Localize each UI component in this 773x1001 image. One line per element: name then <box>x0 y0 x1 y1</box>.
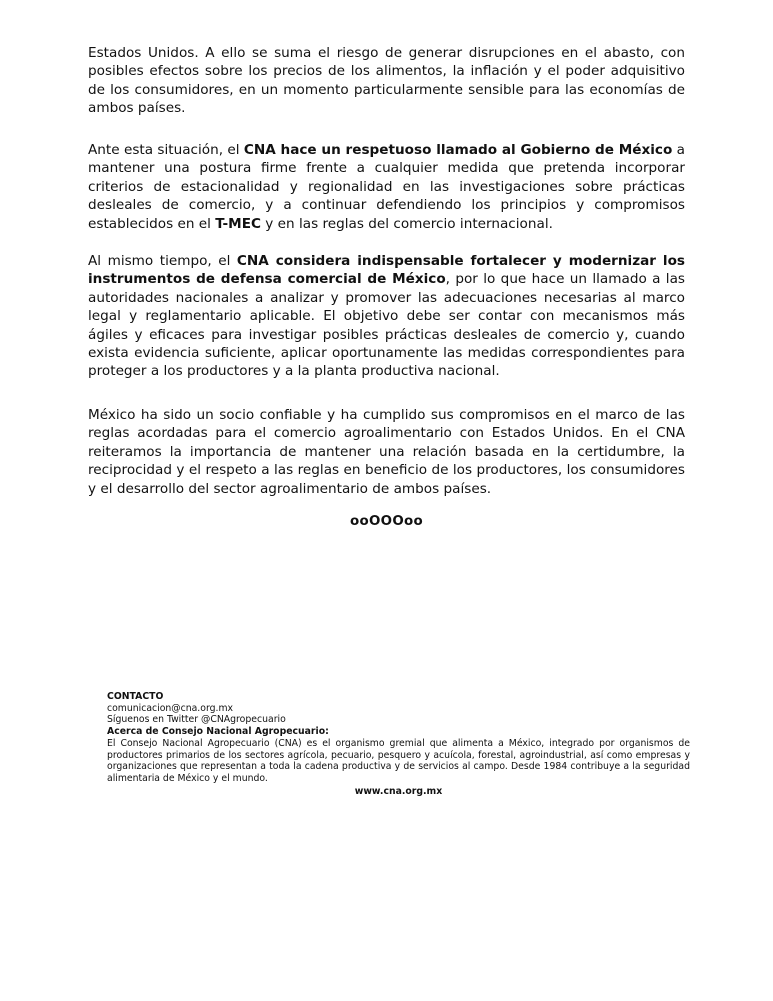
bold-text: CNA hace un respetuoso llamado al Gobierno de México <box>243 142 673 158</box>
text-segment: México ha sido un socio confiable y ha cumplido sus compromisos en el marco de las reglas acordadas para el comercio agroalimentario con Estados Unidos. En el CNA reiteramos la importancia de mantener una relación basada en la certidumbre, la reciprocidad y el respeto a las reglas en beneficio de los productores, los consumidores y el desarrollo del sector agroalimentario de ambos países. <box>88 407 685 497</box>
text-segment: Estados Unidos. A ello se suma el riesgo de generar disrupciones en el abasto, con posibles efectos sobre los precios de los alimentos, la inflación y el poder adquisitivo de los consumidores, en un momento particularmente sensible para las economías de ambos países. <box>88 45 685 117</box>
website-url: www.cna.org.mx <box>354 785 443 797</box>
paragraph-2 <box>88 141 685 233</box>
bold-text: T-MEC <box>215 215 261 232</box>
contact-heading: CONTACTO <box>107 691 164 702</box>
text-segment: y en las reglas del comercio internacional. <box>260 215 553 232</box>
text-segment: Ante esta situación, el <box>88 142 244 158</box>
text-segment: a mantener una postura firme frente a cualquier medida que pretenda incorporar criterios de estacionalidad y regionalidad en las investigaciones sobre prácticas desleales de comercio, y a continuar defendiendo los principios y compromisos establecidos en el <box>88 142 685 232</box>
bold-text: CNA considera indispensable fortalecer y modernizar los instrumentos de defensa comercial de México <box>88 253 686 288</box>
text-segment: Al mismo tiempo, el <box>88 253 237 269</box>
twitter-handle: Síguenos en Twitter @CNAgropecuario <box>107 714 286 726</box>
paragraph-1 <box>88 44 685 118</box>
about-heading: Acerca de Consejo Nacional Agropecuario: <box>107 726 329 738</box>
paragraph-4 <box>88 406 685 498</box>
text-segment: , por lo que hace un llamado a las autoridades nacionales a analizar y promover las adecuaciones necesarias al marco legal y reglamentario aplicable. El objetivo debe ser contar con mecanismos más ágiles y eficaces para investigar posibles prácticas desleales de comercio y, cuando exista evidencia suficiente, aplicar oportunamente las medidas correspondientes para proteger a los productores y a la planta productiva nacional. <box>88 271 686 380</box>
about-text: El Consejo Nacional Agropecuario (CNA) es el organismo gremial que alimenta a México, integrado por organismos de productores primarios de los sectores agrícola, pecuario, pesquero y acuícola, forestal, agroindustrial, así como empresas y organizaciones que representan a toda la cadena productiva y de servicios al campo. Desde 1984 contribuye a la seguridad alimentaria de México y el mundo. <box>107 737 690 784</box>
section-separator: ooOOOoo <box>349 514 424 529</box>
contact-email: comunicacion@cna.org.mx <box>107 702 234 714</box>
footer <box>107 691 690 797</box>
paragraph-3 <box>88 252 685 381</box>
